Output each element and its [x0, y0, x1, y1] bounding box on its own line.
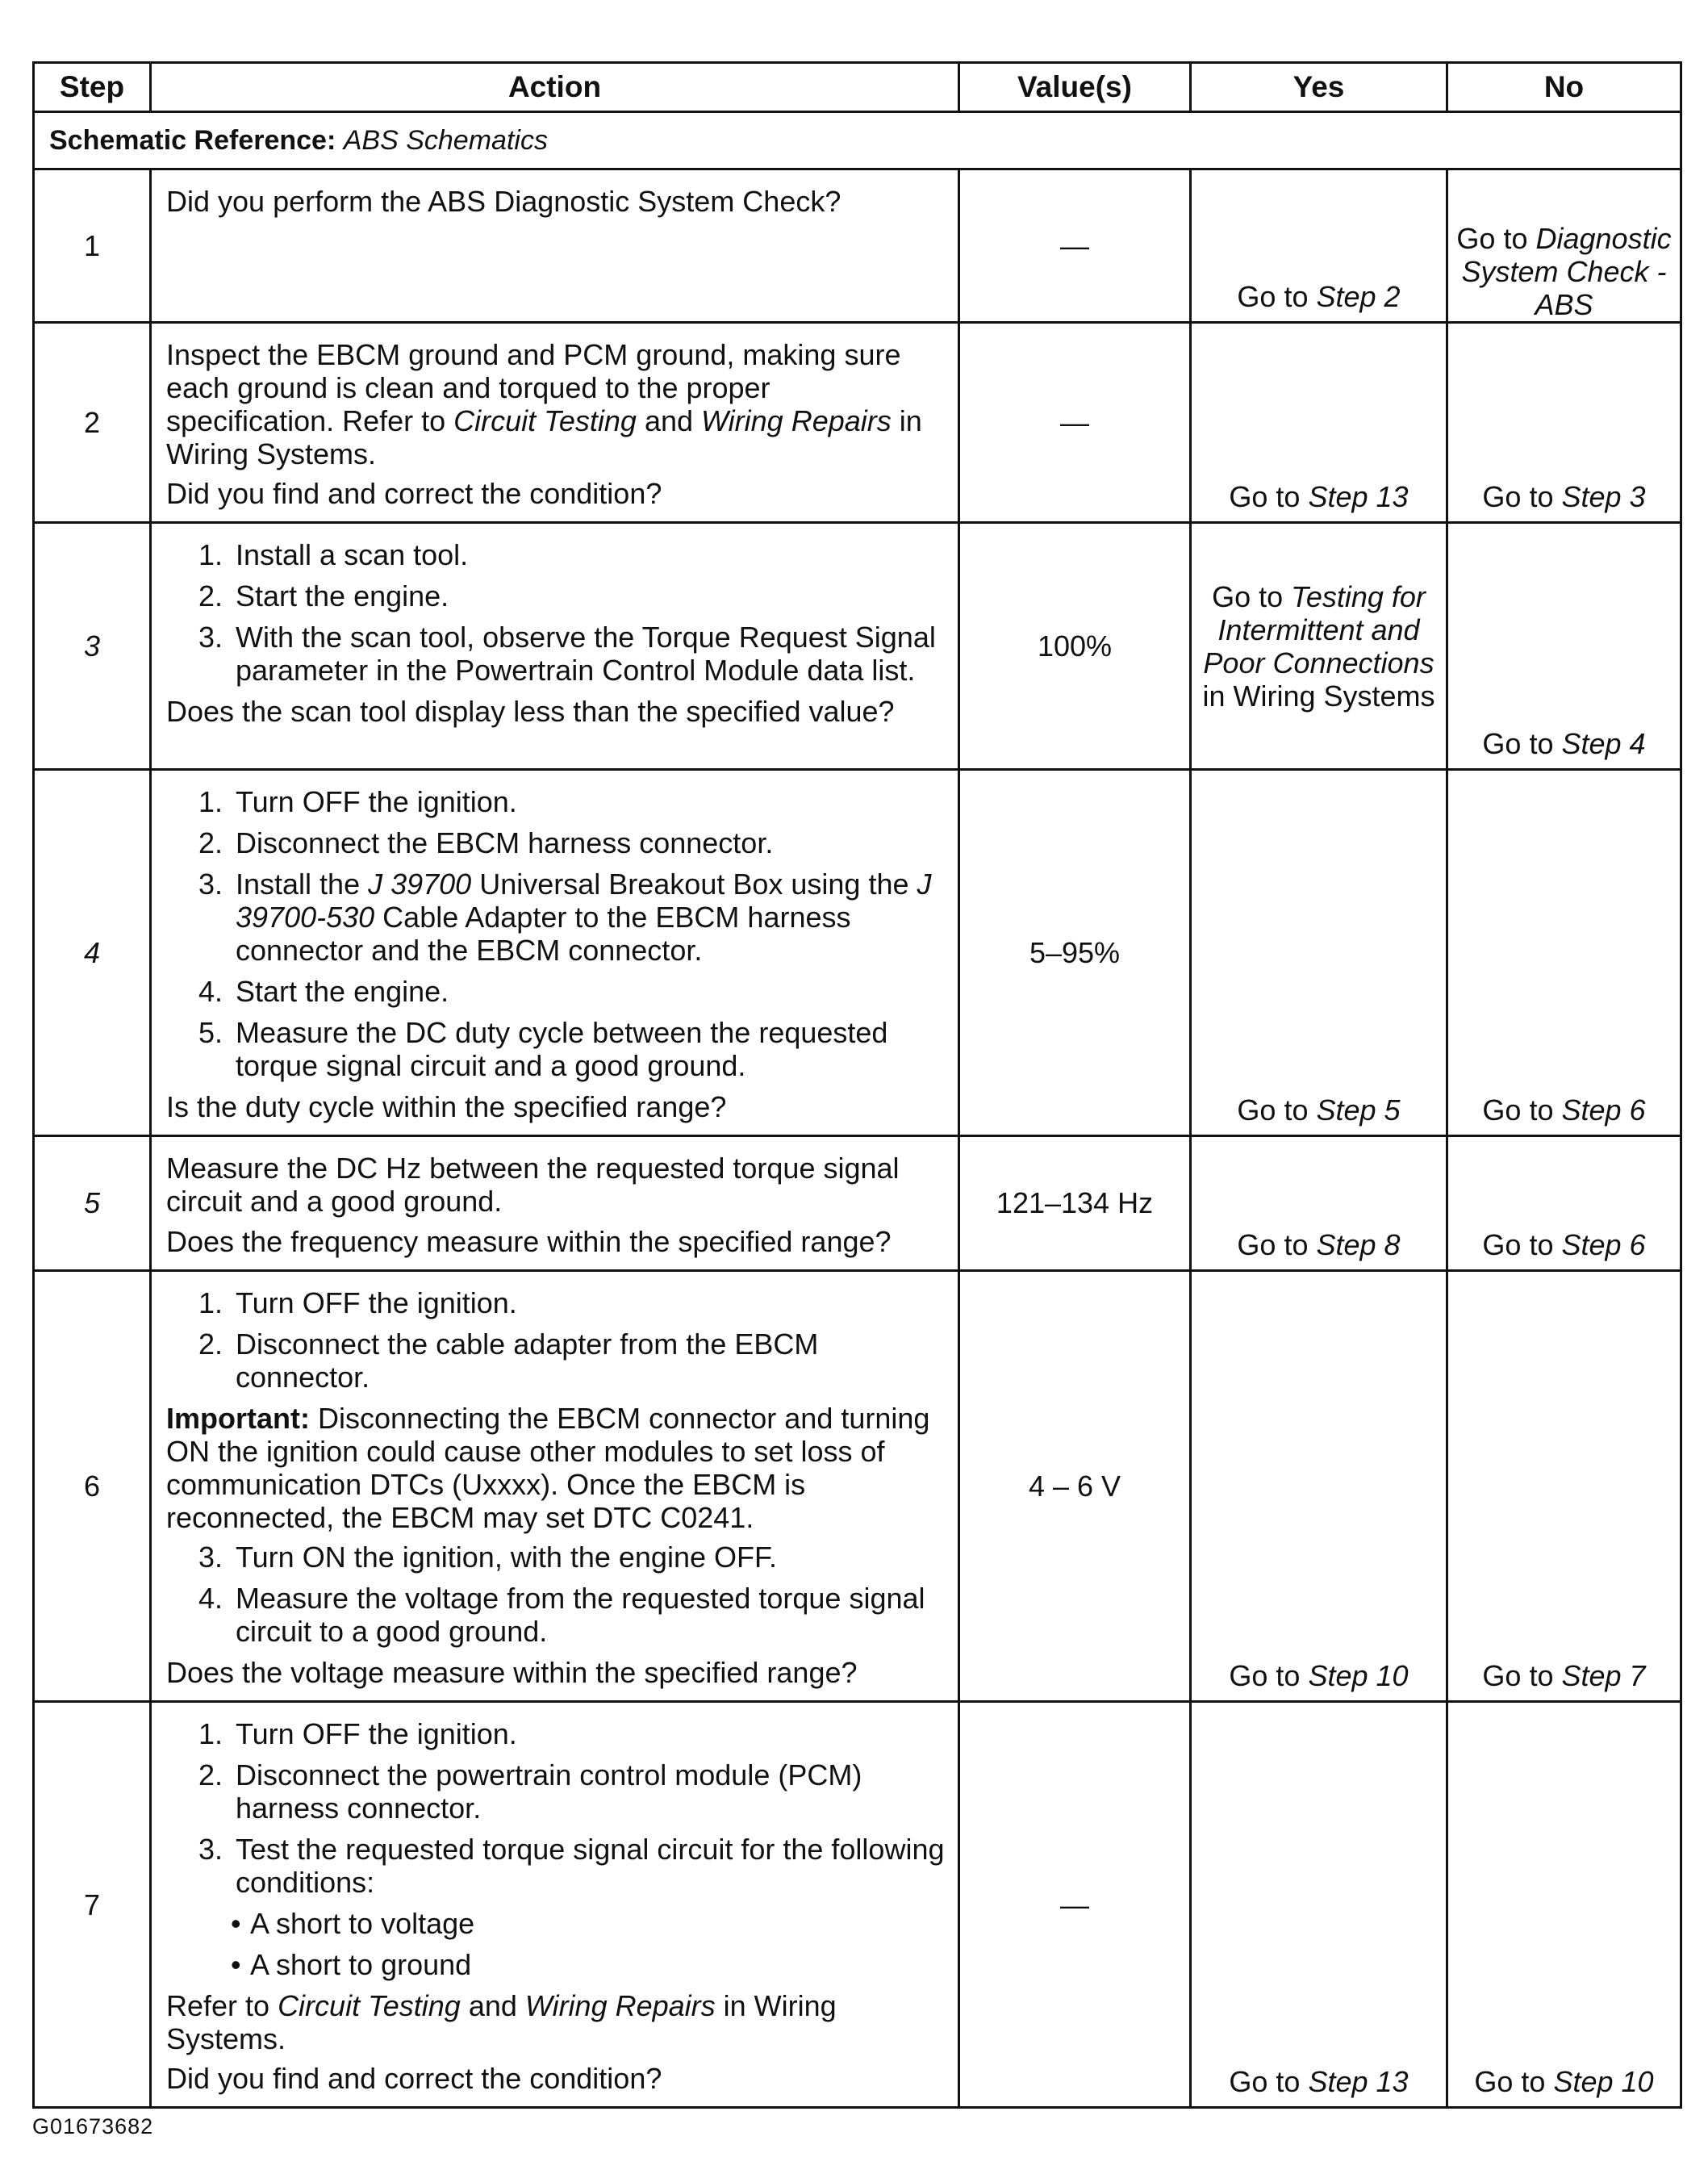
yes-prefix: Go to — [1229, 1658, 1309, 1692]
no-link[interactable]: Step 4 — [1561, 727, 1646, 761]
yes-link[interactable]: Step 13 — [1308, 480, 1409, 514]
action-text: Install the — [236, 868, 369, 901]
action-question: Did you find and correct the condition? — [166, 477, 662, 511]
tool-ref: J 39700-530 — [236, 868, 932, 934]
schematic-reference-label: Schematic Reference: — [49, 124, 336, 156]
list-item: 2. Disconnect the cable adapter from the EBCM connector. — [231, 1327, 945, 1394]
no-link[interactable]: Step 7 — [1561, 1658, 1646, 1692]
action-cell — [151, 1136, 959, 1270]
header-yes: Yes — [1191, 63, 1447, 112]
yes-link[interactable]: Step 10 — [1308, 1658, 1409, 1692]
action-question: Does the frequency measure within the specified range? — [166, 1224, 892, 1258]
action-question: Does the voltage measure within the specified range? — [166, 1655, 858, 1689]
table-row — [34, 523, 1681, 770]
table-row — [34, 169, 1681, 323]
header-row — [34, 63, 1681, 112]
step-number: 3 — [34, 523, 151, 770]
no-prefix: Go to — [1482, 1093, 1562, 1127]
action-cell — [151, 523, 959, 770]
action-cell — [151, 1701, 959, 2107]
action-text: in Wiring Systems. — [166, 404, 922, 471]
important-label: Important: — [166, 1401, 310, 1435]
list-item: 1. Install a scan tool. — [231, 538, 945, 571]
yes-prefix: Go to — [1229, 2065, 1309, 2099]
schematic-reference-link[interactable]: ABS Schematics — [343, 124, 548, 156]
table-row — [34, 1136, 1681, 1270]
list-item: 1. Turn OFF the ignition. — [231, 785, 945, 818]
diagnostic-table — [32, 61, 1682, 2109]
header-values: Value(s) — [959, 63, 1191, 112]
bullet-item: • A short to ground — [166, 1948, 945, 1981]
action-link-wiring-repairs[interactable]: Wiring Repairs — [701, 404, 892, 438]
no-prefix: Go to — [1482, 1658, 1562, 1692]
action-question: Did you find and correct the condition? — [166, 2062, 662, 2096]
value-cell: — — [959, 169, 1191, 323]
important-note — [166, 1402, 945, 1534]
list-item — [231, 868, 945, 967]
table-row — [34, 323, 1681, 523]
no-cell — [1447, 169, 1681, 323]
action-link-wiring-repairs[interactable]: Wiring Repairs — [524, 1989, 716, 2023]
action-text: Universal Breakout Box using the — [471, 868, 917, 901]
action-text: Inspect the EBCM ground and PCM ground, making sure each ground is clean and torqued to the proper specification. Refer to — [166, 338, 901, 438]
no-link[interactable]: Step 6 — [1561, 1227, 1646, 1261]
action-question: Did you perform the ABS Diagnostic System Check? — [166, 185, 841, 218]
value-cell: 121–134 Hz — [959, 1136, 1191, 1270]
list-item: 4. Start the engine. — [231, 975, 945, 1008]
step-number: 4 — [34, 770, 151, 1136]
list-item: 3. With the scan tool, observe the Torque Request Signal parameter in the Powertrain Control Module data list. — [231, 621, 945, 687]
refer-note — [166, 1989, 945, 2055]
no-prefix: Go to — [1482, 727, 1562, 761]
list-item: 3. Turn ON the ignition, with the engine OFF. — [231, 1541, 945, 1574]
yes-prefix: Go to — [1229, 480, 1309, 514]
yes-link[interactable]: Step 8 — [1316, 1227, 1401, 1261]
list-item: 5. Measure the DC duty cycle between the requested torque signal circuit and a good ground. — [231, 1016, 945, 1082]
yes-link[interactable]: Step 2 — [1316, 279, 1401, 313]
table-row — [34, 1270, 1681, 1701]
step-number: 7 — [34, 1701, 151, 2107]
value-cell: 4 – 6 V — [959, 1270, 1191, 1701]
action-cell — [151, 1270, 959, 1701]
tool-ref: J 39700 — [368, 868, 472, 901]
yes-prefix: Go to — [1212, 579, 1292, 613]
yes-cell — [1191, 523, 1447, 770]
yes-cell — [1191, 1270, 1447, 1701]
no-cell — [1447, 323, 1681, 523]
no-cell — [1447, 1701, 1681, 2107]
yes-cell — [1191, 323, 1447, 523]
yes-link[interactable]: Step 13 — [1308, 2065, 1409, 2099]
step-number: 1 — [34, 169, 151, 323]
header-step: Step — [34, 63, 151, 112]
yes-link[interactable]: Step 5 — [1316, 1093, 1401, 1127]
action-link-circuit-testing[interactable]: Circuit Testing — [278, 1989, 461, 2023]
list-item: 1. Turn OFF the ignition. — [231, 1286, 945, 1319]
no-cell — [1447, 1270, 1681, 1701]
action-cell — [151, 770, 959, 1136]
action-question: Does the scan tool display less than the specified value? — [166, 695, 895, 729]
action-steps — [166, 1286, 945, 1394]
yes-suffix: in Wiring Systems — [1202, 679, 1435, 713]
list-item: 4. Measure the voltage from the requested torque signal circuit to a good ground. — [231, 1582, 945, 1648]
list-item: 3. Test the requested torque signal circuit for the following conditions: — [231, 1833, 945, 1899]
bullet-item: • A short to voltage — [166, 1907, 945, 1940]
no-link[interactable]: Step 10 — [1553, 2065, 1654, 2099]
step-number: 6 — [34, 1270, 151, 1701]
yes-prefix: Go to — [1237, 1227, 1317, 1261]
table-row — [34, 770, 1681, 1136]
action-text: Refer to — [166, 1989, 278, 2023]
value-cell: — — [959, 323, 1191, 523]
yes-cell — [1191, 169, 1447, 323]
action-steps — [166, 538, 945, 687]
header-action: Action — [151, 63, 959, 112]
action-text: and — [636, 404, 702, 438]
yes-cell — [1191, 770, 1447, 1136]
action-link-circuit-testing[interactable]: Circuit Testing — [453, 404, 637, 438]
action-text: in Wiring Systems. — [166, 1989, 837, 2056]
value-cell: 100% — [959, 523, 1191, 770]
action-cell — [151, 323, 959, 523]
no-prefix: Go to — [1474, 2065, 1554, 2099]
action-question: Is the duty cycle within the specified range? — [166, 1090, 727, 1124]
action-text: and — [460, 1989, 525, 2023]
no-cell — [1447, 1136, 1681, 1270]
step-number: 5 — [34, 1136, 151, 1270]
schematic-reference-row — [34, 112, 1681, 169]
value-cell: 5–95% — [959, 770, 1191, 1136]
value-cell: — — [959, 1701, 1191, 2107]
schematic-reference — [34, 112, 1681, 169]
action-cell — [151, 169, 959, 323]
figure-id: G01673682 — [32, 2114, 154, 2138]
action-steps — [166, 785, 945, 1082]
action-intro: Measure the DC Hz between the requested torque signal circuit and a good ground. — [166, 1152, 900, 1219]
action-steps — [166, 1541, 945, 1648]
yes-cell — [1191, 1701, 1447, 2107]
important-text: Disconnecting the EBCM connector and turning ON the ignition could cause other modules to set loss of communication DTCs (Uxxxx). Once the EBCM is reconnected, the EBCM may set DTC C0241. — [166, 1401, 930, 1534]
yes-prefix: Go to — [1237, 1093, 1317, 1127]
no-prefix: Go to — [1456, 221, 1536, 255]
action-text: Cable Adapter to the EBCM harness connector and the EBCM connector. — [236, 901, 851, 968]
no-link[interactable]: Step 3 — [1561, 480, 1646, 514]
no-cell — [1447, 523, 1681, 770]
no-prefix: Go to — [1482, 480, 1562, 514]
condition-list — [166, 1907, 945, 1981]
list-item: 2. Disconnect the powertrain control module (PCM) harness connector. — [231, 1758, 945, 1825]
yes-cell — [1191, 1136, 1447, 1270]
step-number: 2 — [34, 323, 151, 523]
action-steps — [166, 1717, 945, 1899]
no-prefix: Go to — [1482, 1227, 1562, 1261]
action-intro — [166, 338, 945, 470]
no-cell — [1447, 770, 1681, 1136]
list-item: 1. Turn OFF the ignition. — [231, 1717, 945, 1750]
list-item: 2. Disconnect the EBCM harness connector. — [231, 826, 945, 859]
table-row — [34, 1701, 1681, 2107]
no-link[interactable]: Diagnostic System Check - ABS — [1461, 221, 1672, 321]
yes-link[interactable]: Testing for Intermittent and Poor Connections — [1203, 579, 1434, 679]
yes-prefix: Go to — [1237, 279, 1317, 313]
list-item: 2. Start the engine. — [231, 579, 945, 612]
no-link[interactable]: Step 6 — [1561, 1093, 1646, 1127]
header-no: No — [1447, 63, 1681, 112]
